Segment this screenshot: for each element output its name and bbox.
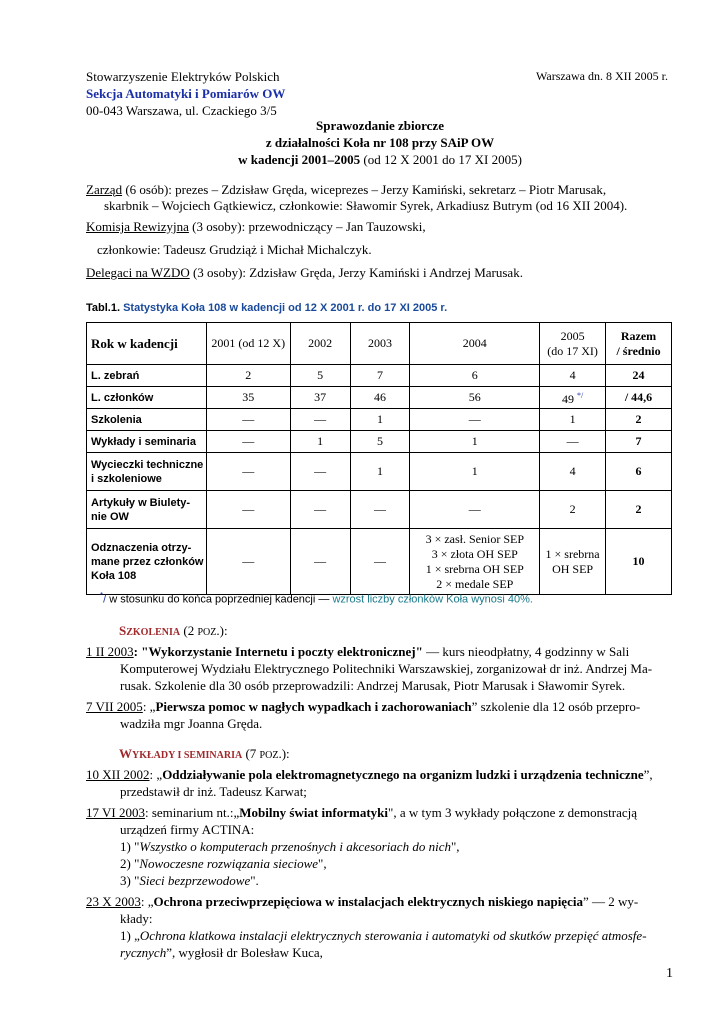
wyklad-subitem: 1) "Wszystko o komputerach przenośnych i akcesoriach do nich", (120, 839, 460, 854)
table-cell: 1 (540, 409, 606, 431)
address: 00-043 Warszawa, ul. Czackiego 3/5 (86, 103, 277, 118)
table-cell: 10 (606, 529, 672, 595)
table-cell: 1 (410, 453, 540, 491)
table-cell: — (350, 529, 410, 595)
szkolenia-heading: SZKOLENIA (2 POZ.): (119, 623, 228, 638)
wyklad-subitem: 2) "Nowoczesne rozwiązania sieciowe", (120, 856, 327, 871)
table-cell: 2 (206, 365, 290, 387)
table-cell: — (206, 529, 290, 595)
table-cell: 2 (606, 409, 672, 431)
row-label: Wycieczki techniczne i szkoleniowe (87, 453, 207, 491)
table-cell: — (290, 529, 350, 595)
wyklad-item: 10 XII 2002: „Oddziaływanie pola elektromagnetycznego na organizm ludzki i urządzenia techniczne”, (86, 767, 653, 782)
table-cell: — (540, 431, 606, 453)
table-cell: 5 (350, 431, 410, 453)
table-cell: 24 (606, 365, 672, 387)
title-line-3: w kadencji 2001–2005 (od 12 X 2001 do 17 XI 2005) (238, 152, 522, 167)
table-cell: 56 (410, 387, 540, 409)
table-row (87, 529, 672, 595)
table-row (87, 491, 672, 529)
table-cell: 3 × zasł. Senior SEP 3 × złota OH SEP 1 × srebrna OH SEP 2 × medale SEP (410, 529, 540, 595)
table-row (87, 365, 672, 387)
table-row (87, 409, 672, 431)
document-date: Warszawa dn. 8 XII 2005 r. (536, 69, 668, 83)
row-label: Odznaczenia otrzy-mane przez członków Koła 108 (87, 529, 207, 595)
table-cell: — (350, 491, 410, 529)
header-cell: Razem / średnio (606, 323, 672, 365)
table-cell: 1 (350, 409, 410, 431)
title-line-1: Sprawozdanie zbiorcze (316, 118, 444, 133)
table-cell: 49 */ (540, 387, 606, 409)
table-row (87, 431, 672, 453)
szkolenie-item-cont: wadziła mgr Joanna Gręda. (120, 716, 263, 731)
table-cell: — (290, 409, 350, 431)
table-cell: 1 (350, 453, 410, 491)
table-cell: — (206, 409, 290, 431)
table-cell: 4 (540, 365, 606, 387)
row-label: L. zebrań (87, 365, 207, 387)
table-cell: — (206, 453, 290, 491)
komisja-line: Komisja Rewizyjna (3 osoby): przewodniczący – Jan Tauzowski, (86, 219, 426, 234)
table-cell: 35 (206, 387, 290, 409)
table-caption: Tabl.1. Statystyka Koła 108 w kadencji od 12 X 2001 r. do 17 XI 2005 r. (86, 302, 448, 314)
table-header-row (87, 323, 672, 365)
table-row (87, 387, 672, 409)
header-cell: 2005 (do 17 XI) (540, 323, 606, 365)
table-cell: — (290, 453, 350, 491)
table-footnote: */ w stosunku do końca poprzedniej kadencji — wzrost liczby członków Koła wynosi 40%. (100, 591, 533, 606)
wyklad-item: 17 VI 2003: seminarium nt.:„Mobilny świat informatyki", a w tym 3 wykłady połączone z demonstracją (86, 805, 637, 820)
table-cell: 1 (410, 431, 540, 453)
table-cell: 46 (350, 387, 410, 409)
wyklad-item-cont: przedstawił dr inż. Tadeusz Karwat; (120, 784, 307, 799)
szkolenie-item: 7 VII 2005: „Pierwsza pomoc w nagłych wypadkach i zachorowaniach” szkolenie dla 12 osób przepro- (86, 699, 641, 714)
table-cell: 4 (540, 453, 606, 491)
header-cell: Rok w kadencji (87, 323, 207, 365)
table-cell: 6 (410, 365, 540, 387)
table-cell: 6 (606, 453, 672, 491)
section-name: Sekcja Automatyki i Pomiarów OW (86, 86, 286, 101)
table-cell: 7 (350, 365, 410, 387)
wyklad-subitem: rycznych”, wygłosił dr Bolesław Kuca, (120, 945, 323, 960)
wyklad-subitem: 1) „Ochrona klatkowa instalacji elektrycznych sterowania i automatyki od skutków przepięć atmosfe- (120, 928, 647, 943)
szkolenie-item: 1 II 2003: "Wykorzystanie Internetu i poczty elektronicznej" — kurs nieodpłatny, 4 godzinny w Sali (86, 644, 630, 659)
table-row (87, 453, 672, 491)
header-cell: 2001 (od 12 X) (206, 323, 290, 365)
header-cell: 2004 (410, 323, 540, 365)
wyklad-item: 23 X 2003: „Ochrona przeciwprzepięciowa w instalacjach elektrycznych niskiego napięcia” — 2 wy- (86, 894, 639, 909)
table-cell: — (206, 431, 290, 453)
row-label: Wykłady i seminaria (87, 431, 207, 453)
szkolenie-item-cont: rusak. Szkolenie dla 30 osób przeprowadzili: Andrzej Marusak, Piotr Marusak i Sławomir Syrek. (120, 678, 626, 693)
title-line-2: z działalności Koła nr 108 przy SAiP OW (265, 135, 495, 150)
delegaci-line: Delegaci na WZDO (3 osoby): Zdzisław Gręda, Jerzy Kamiński i Andrzej Marusak. (86, 265, 523, 280)
table-cell: / 44,6 (606, 387, 672, 409)
table-cell: — (206, 491, 290, 529)
table-cell: — (410, 491, 540, 529)
row-label: Szkolenia (87, 409, 207, 431)
table-cell: 2 (540, 491, 606, 529)
footnote-mark: */ (576, 391, 584, 400)
komisja-line-2: członkowie: Tadeusz Grudziąż i Michał Michalczyk. (97, 242, 372, 257)
szkolenie-item-cont: Komputerowej Wydziału Elektrycznego Politechniki Warszawskiej, zorganizował dr inż. Andrzej Ma- (120, 661, 653, 676)
wyklad-item-cont: kłady: (120, 911, 153, 926)
table-cell: — (410, 409, 540, 431)
table-cell: 5 (290, 365, 350, 387)
wyklady-heading: WYKŁADY I SEMINARIA (7 POZ.): (119, 746, 290, 761)
wyklad-subitem: 3) "Sieci bezprzewodowe". (120, 873, 259, 888)
table-cell: 1 (290, 431, 350, 453)
zarzad-line: Zarząd (6 osób): prezes – Zdzisław Gręda, wiceprezes – Jerzy Kamiński, sekretarz – Piotr Marusak, (86, 182, 607, 197)
org-name: Stowarzyszenie Elektryków Polskich (86, 69, 280, 84)
row-label: Artykuły w Biulety-nie OW (87, 491, 207, 529)
page-number: 1 (666, 966, 673, 981)
wyklad-item-cont: urządzeń firmy ACTINA: (120, 822, 255, 837)
row-label: L. członków (87, 387, 207, 409)
table-cell: 37 (290, 387, 350, 409)
table-cell: 7 (606, 431, 672, 453)
zarzad-line-2: skarbnik – Wojciech Gątkiewicz, członkowie: Sławomir Syrek, Arkadiusz Butrym (od 16 XII 2004). (104, 198, 628, 213)
statistics-table (86, 322, 672, 595)
table-cell: 2 (606, 491, 672, 529)
table-cell: 1 × srebrna OH SEP (540, 529, 606, 595)
table-cell: — (290, 491, 350, 529)
header-cell: 2003 (350, 323, 410, 365)
header-cell: 2002 (290, 323, 350, 365)
